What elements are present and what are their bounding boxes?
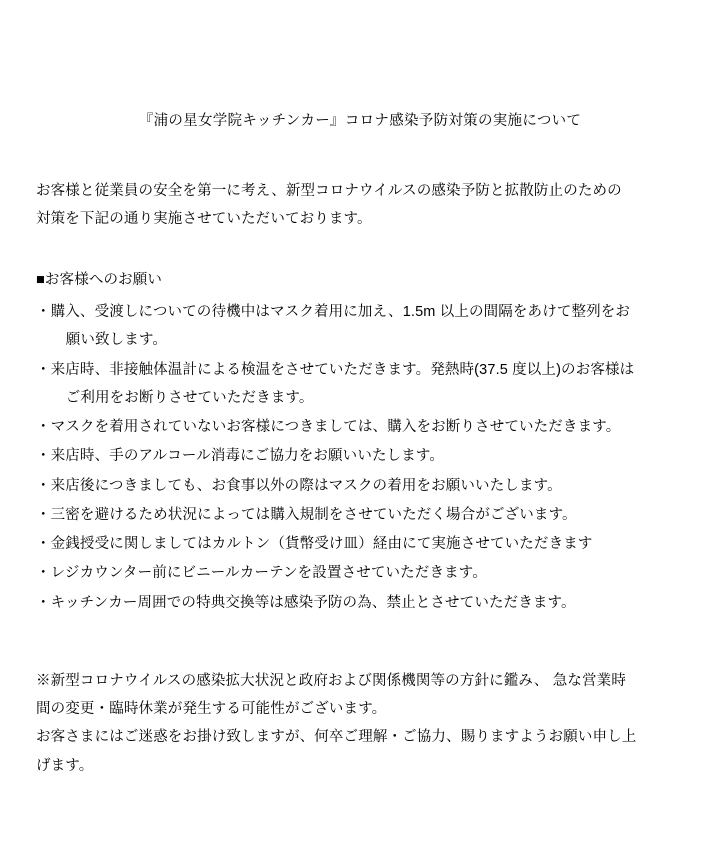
section-heading-customer-request: ■お客様へのお願い — [36, 271, 163, 288]
list-item-line-1: ・マスクを着用されていないお客様につきましては、購入をお断りさせていただきます。 — [36, 419, 621, 436]
list-item — [36, 559, 684, 587]
footnote-line-2: 間の変更・臨時休業が発生する可能性がございます。 — [36, 701, 387, 718]
list-item — [36, 413, 684, 441]
list-item-line-1: ・三密を避けるため状況によっては購入規制をさせていただく場合がございます。 — [36, 506, 577, 523]
footnote-line-3: お客さまにはご迷惑をお掛け致しますが、何卒ご理解・ご協力、賜りますようお願い申し上 — [36, 729, 637, 746]
page-title: 『浦の星女学院キッチンカー』コロナ感染予防対策の実施について — [138, 113, 582, 129]
list-item-line-1: ・来店後につきましても、お食事以外の際はマスクの着用をお願いいたします。 — [36, 477, 562, 494]
list-item — [36, 356, 684, 413]
list-item-line-1: ・購入、受渡しについての待機中はマスク着用に加え、1.5m 以上の間隔をあけて整列をお — [36, 303, 631, 320]
intro-paragraph — [36, 177, 684, 234]
list-item — [36, 298, 684, 355]
footnote-paragraph — [36, 667, 684, 780]
list-item-line-2: 願い致します。 — [65, 332, 168, 349]
intro-line-1: お客様と従業員の安全を第一に考え、新型コロナウイルスの感染予防と拡散防止のための — [36, 183, 622, 200]
list-item — [36, 530, 684, 558]
list-item-line-1: ・キッチンカー周囲での特典交換等は感染予防の為、禁止とさせていただきます。 — [36, 594, 576, 611]
intro-line-2: 対策を下記の通り実施させていただいております。 — [36, 211, 372, 228]
list-item-line-1: ・来店時、手のアルコール消毒にご協力をお願いいたします。 — [36, 448, 445, 465]
customer-request-list — [36, 298, 684, 617]
footnote-line-1: ※新型コロナウイルスの感染拡大状況と政府および関係機関等の方針に鑑み、 急な営業時 — [36, 672, 626, 689]
list-item — [36, 472, 684, 500]
list-item — [36, 501, 684, 529]
footnote-line-4: げます。 — [36, 757, 94, 774]
list-item-line-2: ご利用をお断りさせていただきます。 — [65, 389, 314, 406]
list-item-line-1: ・来店時、非接触体温計による検温をさせていただきます。発熱時(37.5 度以上)のお客様は — [36, 361, 635, 378]
list-item — [36, 589, 684, 617]
list-item — [36, 442, 684, 470]
list-item-line-1: ・レジカウンター前にビニールカーテンを設置させていただきます。 — [36, 565, 487, 582]
list-item-line-1: ・金銭授受に関しましてはカルトン（貨幣受け皿）経由にて実施させていただきます — [36, 536, 593, 553]
